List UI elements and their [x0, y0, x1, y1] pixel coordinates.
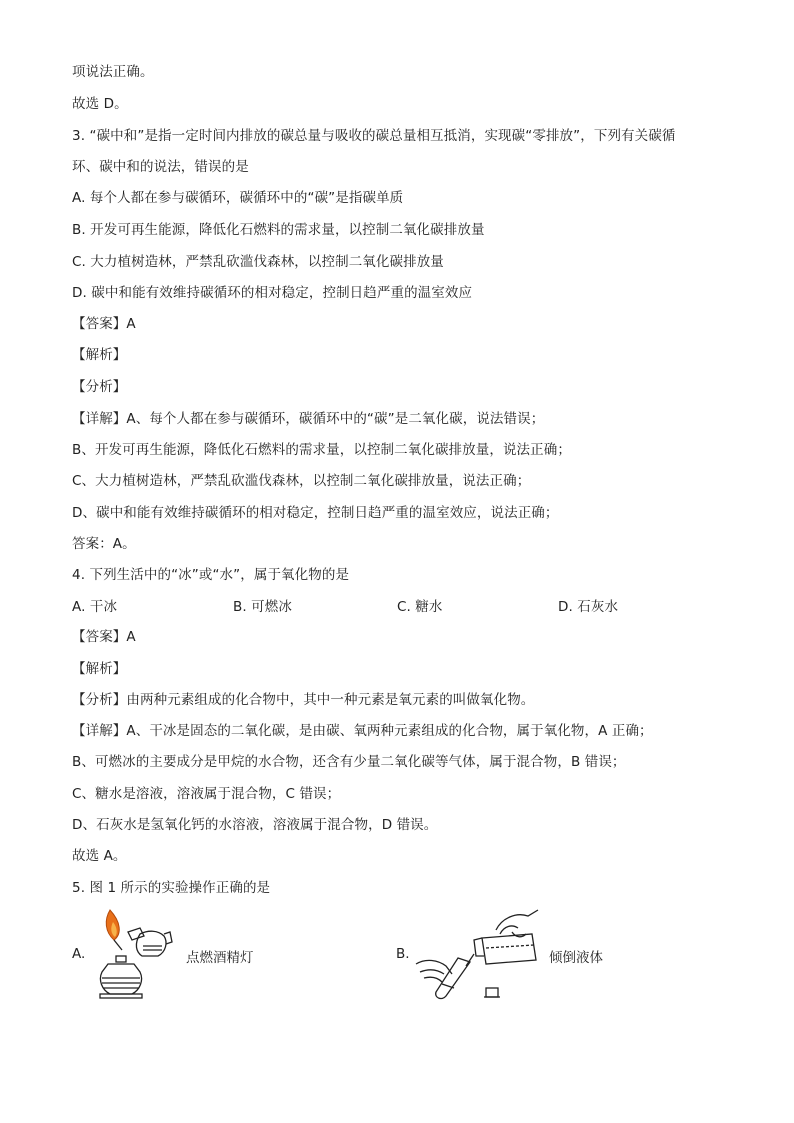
- explanation-line: C、糖水是溶液，溶液属于混合物，C 错误；: [72, 786, 341, 802]
- analysis-line: 【分析】由两种元素组成的化合物中，其中一种元素是氧元素的叫做氧化物。: [72, 692, 535, 708]
- explanation-line: 【详解】A、每个人都在参与碳循环，碳循环中的“碳”是二氧化碳，说法错误；: [72, 411, 545, 427]
- explanation-line: D、石灰水是氢氧化钙的水溶液，溶液属于混合物，D 错误。: [72, 817, 438, 833]
- explanation-line: 【详解】A、干冰是固态的二氧化碳，是由碳、氧两种元素组成的化合物，属于氧化物，A 正确；: [72, 723, 653, 739]
- question-4-option-b: B. 可燃冰: [233, 599, 292, 615]
- text-line: 故选 D。: [72, 96, 128, 112]
- question-4-options: [72, 597, 692, 617]
- question-5-option-b-letter: B.: [396, 946, 410, 962]
- question-3-option-b: B. 开发可再生能源，降低化石燃料的需求量，以控制二氧化碳排放量: [72, 222, 485, 238]
- answer-heading: 【答案】A: [72, 316, 136, 332]
- question-3-stem-cont: 环、碳中和的说法，错误的是: [72, 159, 249, 175]
- question-5-stem: 5. 图 1 所示的实验操作正确的是: [72, 880, 271, 896]
- answer-heading: 【答案】A: [72, 629, 136, 645]
- explanation-line: D、碳中和能有效维持碳循环的相对稳定，控制日趋严重的温室效应，说法正确；: [72, 505, 559, 521]
- explanation-line: C、大力植树造林，严禁乱砍滥伐森林，以控制二氧化碳排放量，说法正确；: [72, 473, 531, 489]
- analysis-heading: 【解析】: [72, 661, 127, 677]
- question-4-option-c: C. 糖水: [397, 599, 443, 615]
- answer-line: 故选 A。: [72, 848, 127, 864]
- pouring-liquid-illustration: [412, 904, 547, 1004]
- question-3-stem: 3. “碳中和”是指一定时间内排放的碳总量与吸收的碳总量相互抵消，实现碳“零排放”，下列有关碳循: [72, 128, 676, 144]
- question-5-option-a-label: 点燃酒精灯: [186, 950, 254, 966]
- text-line: 项说法正确。: [72, 64, 154, 80]
- question-3-option-a: A. 每个人都在参与碳循环，碳循环中的“碳”是指碳单质: [72, 190, 404, 206]
- answer-line: 答案：A。: [72, 536, 136, 552]
- explanation-line: B、开发可再生能源，降低化石燃料的需求量，以控制二氧化碳排放量，说法正确；: [72, 442, 571, 458]
- explanation-line: B、可燃冰的主要成分是甲烷的水合物，还含有少量二氧化碳等气体，属于混合物，B 错误；: [72, 754, 626, 770]
- question-4-option-d: D. 石灰水: [558, 599, 619, 615]
- question-5-option-b-label: 倾倒液体: [549, 950, 603, 966]
- question-4-option-a: A. 干冰: [72, 599, 118, 615]
- question-3-option-d: D. 碳中和能有效维持碳循环的相对稳定，控制日趋严重的温室效应: [72, 285, 473, 301]
- question-5-option-a-letter: A.: [72, 946, 86, 962]
- alcohol-lamp-lighting-illustration: [88, 906, 183, 1001]
- analysis-sub-heading: 【分析】: [72, 379, 127, 395]
- question-4-stem: 4. 下列生活中的“冰”或“水”，属于氧化物的是: [72, 567, 350, 583]
- analysis-heading: 【解析】: [72, 347, 127, 363]
- question-3-option-c: C. 大力植树造林，严禁乱砍滥伐森林，以控制二氧化碳排放量: [72, 254, 444, 270]
